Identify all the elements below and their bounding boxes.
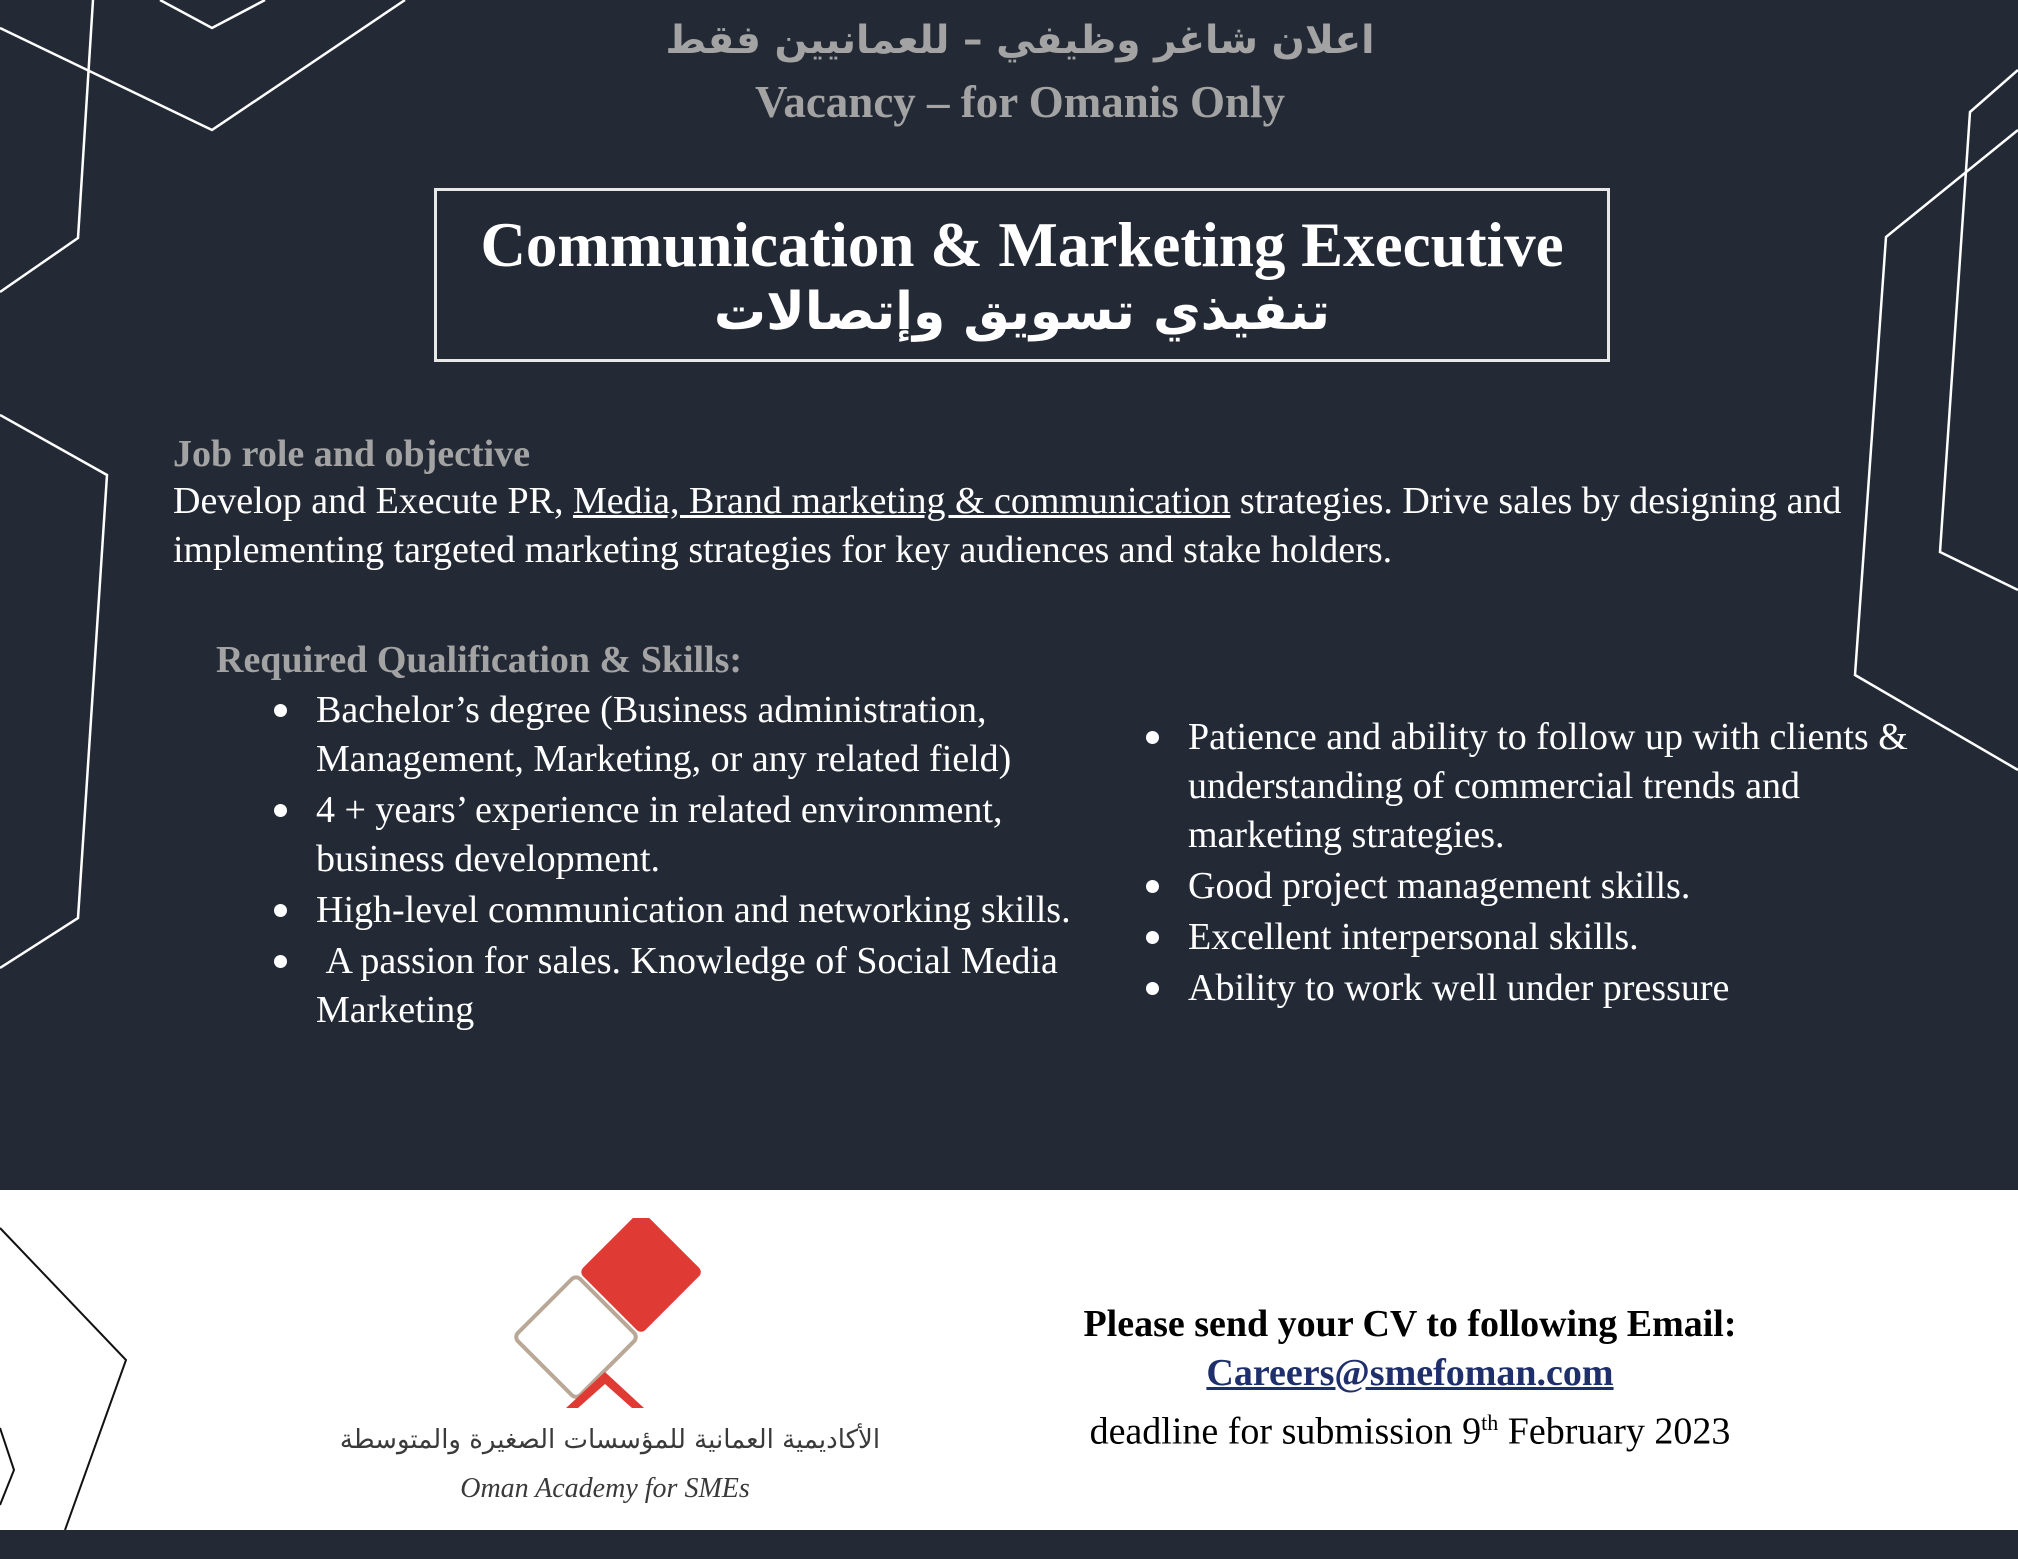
qualifications-heading: Required Qualification & Skills: — [216, 639, 743, 681]
list-item-text: A passion for sales. Knowledge of Social Media Marketing — [316, 940, 1068, 1031]
role-text-start: Develop and Execute PR, — [173, 480, 573, 522]
role-text-end: strategies. Drive sales by designing and implementing targeted marketing strategies for key audiences and stake holders. — [173, 480, 1842, 571]
list-item-text: Good project management skills. — [1188, 865, 1691, 907]
list-item-text: Excellent interpersonal skills. — [1188, 916, 1639, 958]
role-heading: Job role and objective — [173, 433, 531, 475]
list-item-text: Patience and ability to follow up with clients & understanding of commercial trends and marketing strategies. — [1188, 716, 1908, 856]
deadline-start: deadline for submission 9 — [1089, 1410, 1482, 1453]
role-text-underlined: Media, Brand marketing & communication — [572, 480, 1231, 522]
list-item-text: Ability to work well under pressure — [1188, 967, 1730, 1009]
cv-submission-block — [1040, 1300, 1780, 1457]
list-item-text: High-level communication and networking skills. — [316, 889, 1071, 931]
logo-arabic-name: الأكاديمية العمانية للمؤسسات الصغيرة والمتوسطة — [339, 1425, 881, 1455]
deadline-ordinal: th — [1481, 1410, 1499, 1435]
cv-instruction: Please send your CV to following Email: — [1083, 1303, 1737, 1345]
logo-english-name: Oman Academy for SMEs — [460, 1473, 750, 1504]
list-item-text: Bachelor’s degree (Business administration, Management, Marketing, or any related field) — [316, 689, 1012, 780]
job-title-arabic: تنفيذي تسويق وإتصالات — [713, 282, 1331, 343]
job-title-english: Communication & Marketing Executive — [480, 210, 1564, 280]
bottom-strip — [0, 1530, 2018, 1559]
careers-email-link[interactable]: Careers@smefoman.com — [1206, 1352, 1614, 1394]
vacancy-english-line: Vacancy – for Omanis Only — [754, 77, 1286, 127]
deadline-end: February 2023 — [1498, 1410, 1731, 1453]
vacancy-arabic-line: اعلان شاغر وظيفي – للعمانيين فقط — [665, 18, 1375, 63]
oman-academy-logo — [470, 1218, 740, 1418]
list-item-text: 4 + years’ experience in related environment, business development. — [316, 789, 1003, 880]
deadline-text — [1040, 1398, 1780, 1457]
